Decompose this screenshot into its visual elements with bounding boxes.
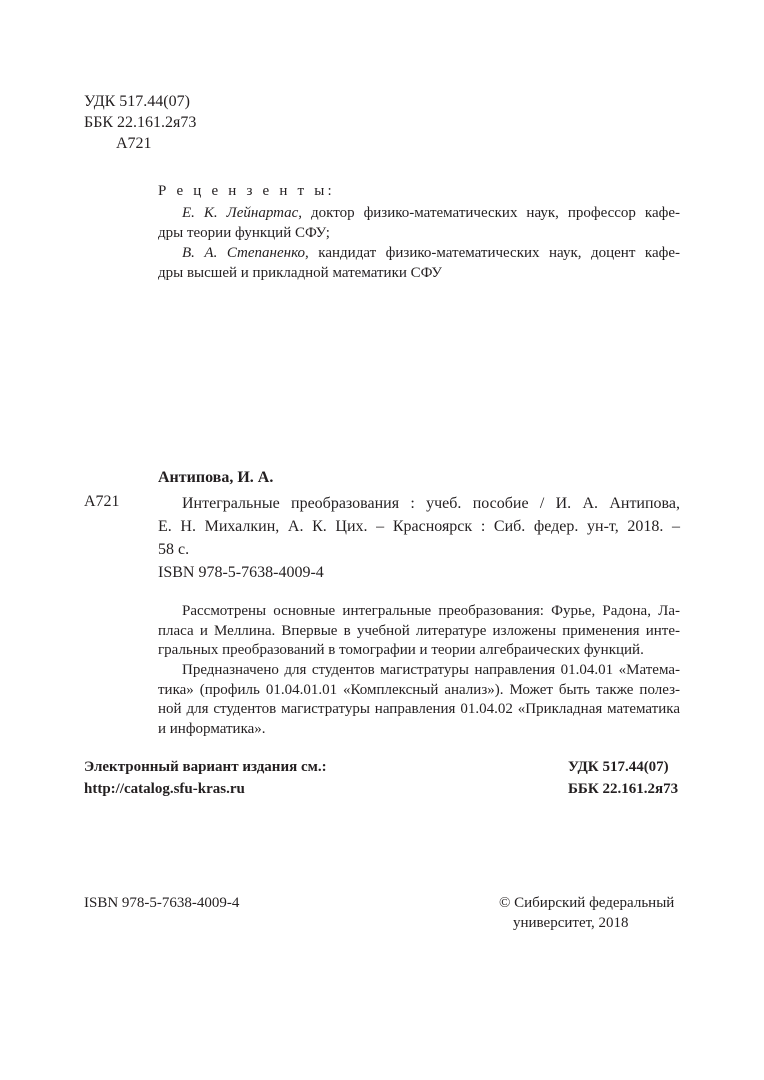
header-bbk: ББК 22.161.2я73 (84, 114, 197, 131)
reviewer-1-text: , доктор физико-математических наук, профессор кафе- (298, 205, 680, 221)
copyright-line-2: университет, 2018 (513, 915, 629, 931)
header-code: А721 (116, 135, 152, 152)
annotation-p2-line-1: Предназначено для студентов магистратуры направления 01.04.01 «Матема- (182, 662, 680, 678)
footer-bbk: ББК 22.161.2я73 (568, 781, 679, 797)
annotation-p2 (158, 661, 680, 739)
bottom-isbn: ISBN 978-5-7638-4009-4 (84, 895, 240, 911)
annotation-p1-line-2: пласа и Меллина. Впервые в учебной литературе изложены применения инте- (158, 622, 680, 639)
copyright-line-1: © Сибирский федеральный (499, 895, 675, 911)
reviewer-2-name: В. А. Степаненко (182, 245, 306, 261)
reviewer-2 (158, 244, 680, 283)
reviewers-heading: Р е ц е н з е н т ы: (158, 183, 335, 199)
annotation-p1-line-1: Рассмотрены основные интегральные преобразования: Фурье, Радона, Ла- (182, 603, 680, 619)
reviewer-1-line-2: дры теории функций СФУ; (158, 224, 330, 241)
card-line-3: 58 с. (158, 541, 190, 558)
annotation-p2-line-2: тика» (профиль 01.04.01.01 «Комплексный анализ»). Может быть также полез- (158, 681, 680, 698)
card-author: Антипова, И. А. (158, 469, 274, 486)
annotation-p2-line-4: и информатика». (158, 720, 266, 737)
reviewer-1 (158, 204, 680, 243)
annotation-p2-line-3: ной для студентов магистратуры направления 01.04.02 «Прикладная математика (158, 701, 680, 717)
card-line-2: Е. Н. Михалкин, А. К. Цих. – Красноярск : Сиб. федер. ун-т, 2018. – (158, 518, 680, 535)
reviewer-1-line-1 (158, 204, 680, 224)
card-line-1: Интегральные преобразования : учеб. пособие / И. А. Антипова, (182, 495, 680, 512)
card-description (158, 492, 680, 584)
card-code: А721 (84, 493, 120, 510)
electronic-version-label: Электронный вариант издания см.: (84, 759, 327, 775)
reviewer-2-line-1 (158, 244, 680, 264)
header-udk: УДК 517.44(07) (84, 93, 190, 110)
annotation-p1 (158, 602, 680, 661)
reviewer-1-name: Е. К. Лейнартас (182, 205, 299, 221)
annotation-p1-line-3: гральных преобразований в томографии и теории алгебраических функций. (158, 642, 644, 658)
card-isbn: ISBN 978-5-7638-4009-4 (158, 564, 324, 581)
footer-udk: УДК 517.44(07) (568, 759, 669, 775)
catalog-url[interactable]: http://catalog.sfu-kras.ru (84, 781, 245, 797)
reviewer-2-line-2: дры высшей и прикладной математики СФУ (158, 264, 442, 281)
reviewer-2-text: , кандидат физико-математических наук, доцент кафе- (305, 245, 680, 261)
